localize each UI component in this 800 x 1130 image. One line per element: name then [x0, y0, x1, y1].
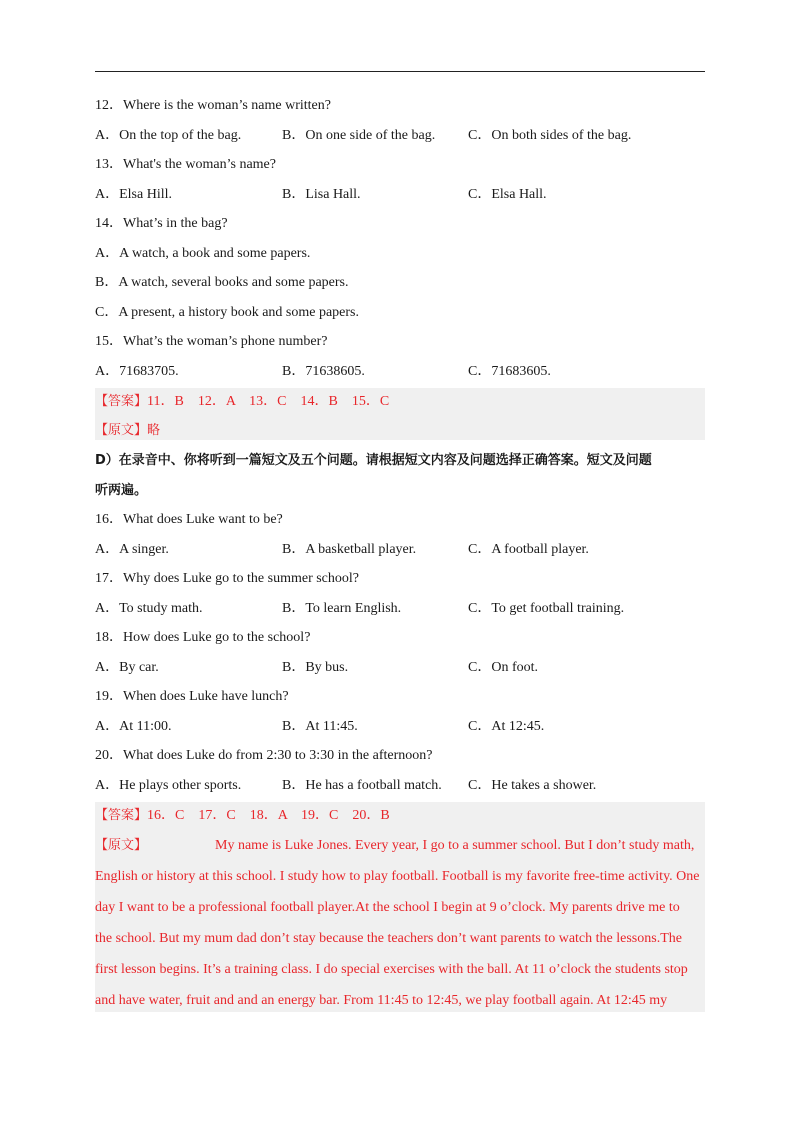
option-a: A．He plays other sports.: [95, 778, 242, 793]
option-c: C．He takes a shower.: [468, 778, 597, 793]
question-18: 18．How does Luke go to the school?: [95, 630, 311, 645]
option-b: B．Lisa Hall.: [282, 187, 361, 202]
question-19-options: [95, 717, 705, 737]
transcript-line: day I want to be a professional football player.At the school I begin at 9 o’clock. My parents drive me to: [95, 900, 680, 915]
question-17: 17．Why does Luke go to the summer school?: [95, 571, 360, 586]
option-b: B．By bus.: [282, 660, 349, 675]
question-15: 15．What’s the woman’s phone number?: [95, 334, 328, 349]
question-15-options: [95, 362, 705, 382]
question-13-options: [95, 185, 705, 205]
option-c: C．On both sides of the bag.: [468, 128, 632, 143]
option-b: B．He has a football match.: [282, 778, 442, 793]
question-18-options: [95, 658, 705, 678]
section-d-instruction-2: 听两遍。: [95, 483, 148, 498]
option-a: A．On the top of the bag.: [95, 128, 242, 143]
option-a: A．At 11:00.: [95, 719, 172, 734]
question-12-options: [95, 126, 705, 146]
option-b: B．At 11:45.: [282, 719, 358, 734]
option-c: C．On foot.: [468, 660, 538, 675]
question-16-options: [95, 540, 705, 560]
question-14: 14．What’s in the bag?: [95, 216, 228, 231]
option-a: A．Elsa Hill.: [95, 187, 172, 202]
option-c: C．To get football training.: [468, 601, 625, 616]
transcript-line: and have water, fruit and and an energy bar. From 11:45 to 12:45, we play football again. At 12:45 my: [95, 993, 668, 1008]
original-line-2: 【原文】 My name is Luke Jones. Every year, I go to a summer school. But I don’t study math,: [95, 838, 695, 853]
option-b: B．71638605.: [282, 364, 365, 379]
question-12: 12．Where is the woman’s name written?: [95, 98, 331, 113]
option-c: C．At 12:45.: [468, 719, 545, 734]
question-14-option-c: C．A present, a history book and some papers.: [95, 305, 360, 320]
option-c: C．71683605.: [468, 364, 551, 379]
transcript-line: English or history at this school. I study how to play football. Football is my favorite free-time activity. One: [95, 869, 700, 884]
question-14-option-a: A．A watch, a book and some papers.: [95, 246, 311, 261]
answer-line-2: 【答案】16．C 17．C 18．A 19．C 20．B: [95, 808, 390, 823]
option-c: C．Elsa Hall.: [468, 187, 547, 202]
question-16: 16．What does Luke want to be?: [95, 512, 283, 527]
option-a: A．By car.: [95, 660, 159, 675]
option-c: C．A football player.: [468, 542, 589, 557]
option-a: A．A singer.: [95, 542, 169, 557]
question-19: 19．When does Luke have lunch?: [95, 689, 289, 704]
section-d-instruction-1: D）在录音中、你将听到一篇短文及五个问题。请根据短文内容及问题选择正确答案。短文及问题: [95, 453, 652, 468]
option-b: B．On one side of the bag.: [282, 128, 436, 143]
question-13: 13．What's the woman’s name?: [95, 157, 276, 172]
option-b: B．A basketball player.: [282, 542, 417, 557]
option-a: A．To study math.: [95, 601, 203, 616]
option-a: A．71683705.: [95, 364, 179, 379]
original-line-1: 【原文】略: [95, 423, 161, 438]
question-17-options: [95, 599, 705, 619]
question-14-option-b: B．A watch, several books and some papers.: [95, 275, 349, 290]
transcript-line: first lesson begins. It’s a training class. I do special exercises with the ball. At 11 o’clock the students stop: [95, 962, 688, 977]
header-rule: [95, 71, 705, 72]
question-20: 20．What does Luke do from 2:30 to 3:30 in the afternoon?: [95, 748, 433, 763]
question-20-options: [95, 776, 705, 796]
option-b: B．To learn English.: [282, 601, 402, 616]
answer-line-1: 【答案】11．B 12．A 13．C 14．B 15．C: [95, 394, 390, 409]
transcript-line: the school. But my mum dad don’t stay because the teachers don’t want parents to watch the lessons.The: [95, 931, 682, 946]
